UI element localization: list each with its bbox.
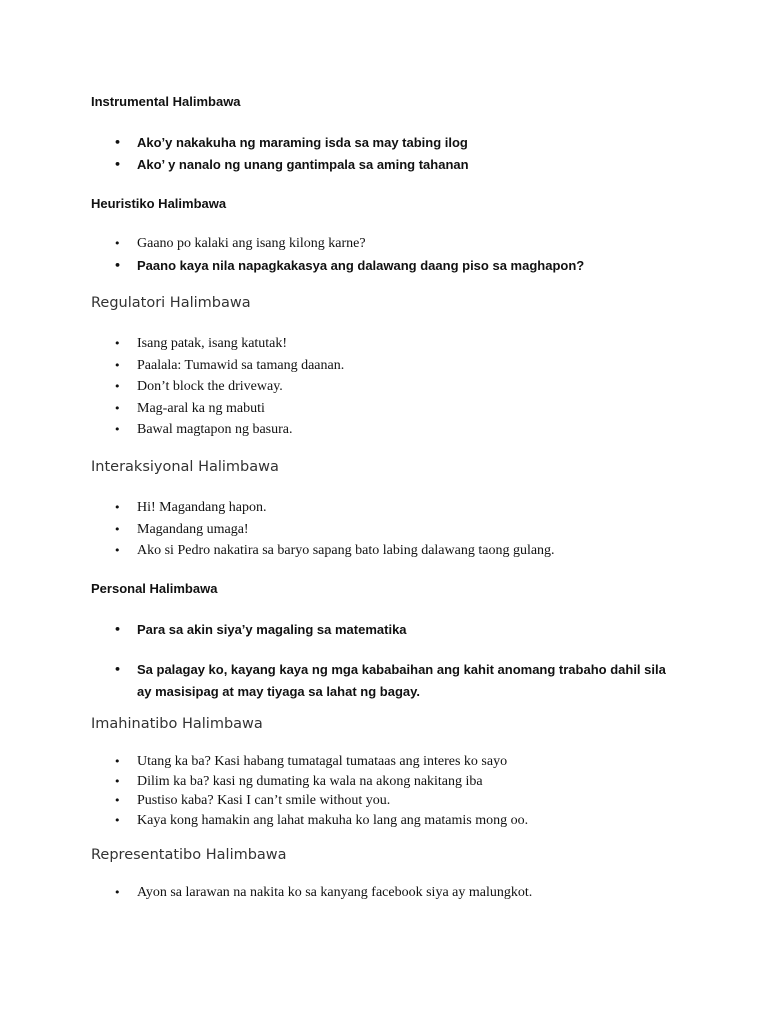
list-item	[0, 619, 768, 641]
list-item	[0, 752, 768, 772]
list-item-text: Sa palagay ko, kayang kaya ng mga kababaihan ang kahit anomang trabaho dahil sila ay masisipag at may tiyaga sa lahat ng bagay.	[137, 662, 666, 699]
bullet-icon: •	[114, 501, 121, 514]
list-item	[0, 519, 768, 541]
heading-representatibo: Representatibo Halimbawa	[91, 847, 287, 863]
list-personal-second	[0, 659, 768, 703]
list-item-text: Ayon sa larawan na nakita ko sa kanyang facebook siya ay malungkot.	[137, 885, 533, 900]
heading-instrumental: Instrumental Halimbawa	[91, 94, 241, 109]
list-representatibo	[0, 882, 768, 904]
list-item	[0, 233, 768, 255]
bullet-icon: •	[114, 623, 122, 636]
list-item-text: Paano kaya nila napagkakasya ang dalawang daang piso sa maghapon?	[137, 258, 585, 273]
heading-imahinatibo: Imahinatibo Halimbawa	[91, 716, 263, 732]
list-item-text: Isang patak, isang katutak!	[137, 336, 288, 351]
list-item	[0, 132, 768, 154]
list-item	[0, 154, 768, 176]
list-item	[0, 659, 768, 703]
list-item	[0, 882, 768, 904]
list-item-text: Pustiso kaba? Kasi I can’t smile without you.	[137, 793, 391, 808]
bullet-icon: •	[114, 544, 121, 557]
list-item	[0, 811, 768, 831]
list-item-text: Magandang umaga!	[137, 521, 249, 537]
bullet-icon: •	[114, 158, 122, 171]
bullet-icon: •	[114, 337, 121, 350]
heading-interaksiyonal: Interaksiyonal Halimbawa	[91, 459, 279, 475]
list-item	[0, 497, 768, 519]
bullet-icon: •	[114, 358, 121, 372]
list-item-text: Mag-aral ka ng mabuti	[137, 400, 265, 416]
heading-regulatori: Regulatori Halimbawa	[91, 295, 251, 311]
list-item-text: Don’t block the driveway.	[137, 379, 283, 394]
list-item	[0, 772, 768, 792]
list-item-text: Ako’ y nanalo ng unang gantimpala sa aming tahanan	[137, 157, 469, 172]
list-item	[0, 419, 768, 441]
bullet-icon: •	[114, 401, 121, 415]
list-item	[0, 791, 768, 811]
list-interaksiyonal	[0, 497, 768, 562]
bullet-icon: •	[114, 259, 122, 272]
bullet-icon: •	[114, 522, 121, 536]
list-item-text: Dilim ka ba? kasi ng dumating ka wala na akong nakitang iba	[137, 773, 483, 789]
bullet-icon: •	[114, 136, 122, 149]
heading-heuristiko: Heuristiko Halimbawa	[91, 196, 227, 211]
list-item-text: Kaya kong hamakin ang lahat makuha ko lang ang matamis mong oo.	[137, 812, 529, 828]
list-item-text: Ako si Pedro nakatira sa baryo sapang bato labing dalawang taong gulang.	[137, 543, 555, 558]
bullet-icon: •	[114, 237, 121, 250]
list-item-text: Gaano po kalaki ang isang kilong karne?	[137, 236, 366, 251]
bullet-icon: •	[114, 813, 121, 827]
bullet-icon: •	[114, 380, 121, 393]
list-item	[0, 333, 768, 355]
list-item-text: Utang ka ba? Kasi habang tumatagal tumataas ang interes ko sayo	[137, 754, 508, 769]
list-item-text: Paalala: Tumawid sa tamang daanan.	[137, 357, 345, 373]
list-heuristiko	[0, 233, 768, 277]
list-regulatori	[0, 333, 768, 441]
list-imahinatibo	[0, 752, 768, 830]
list-item	[0, 255, 768, 277]
bullet-icon: •	[114, 423, 121, 436]
bullet-icon: •	[114, 663, 122, 676]
list-item-text: Ako’y nakakuha ng maraming isda sa may tabing ilog	[137, 135, 468, 150]
list-item-text: Hi! Magandang hapon.	[137, 500, 267, 515]
list-item-text: Bawal magtapon ng basura.	[137, 422, 293, 437]
bullet-icon: •	[114, 886, 121, 899]
bullet-icon: •	[114, 794, 121, 807]
list-personal-first	[0, 619, 768, 641]
bullet-icon: •	[114, 774, 121, 788]
heading-personal: Personal Halimbawa	[91, 581, 218, 596]
list-item-text: Para sa akin siya’y magaling sa matematika	[137, 622, 407, 637]
list-item	[0, 540, 768, 562]
list-item	[0, 355, 768, 377]
list-item	[0, 398, 768, 420]
bullet-icon: •	[114, 755, 121, 768]
list-item	[0, 376, 768, 398]
list-instrumental	[0, 132, 768, 176]
